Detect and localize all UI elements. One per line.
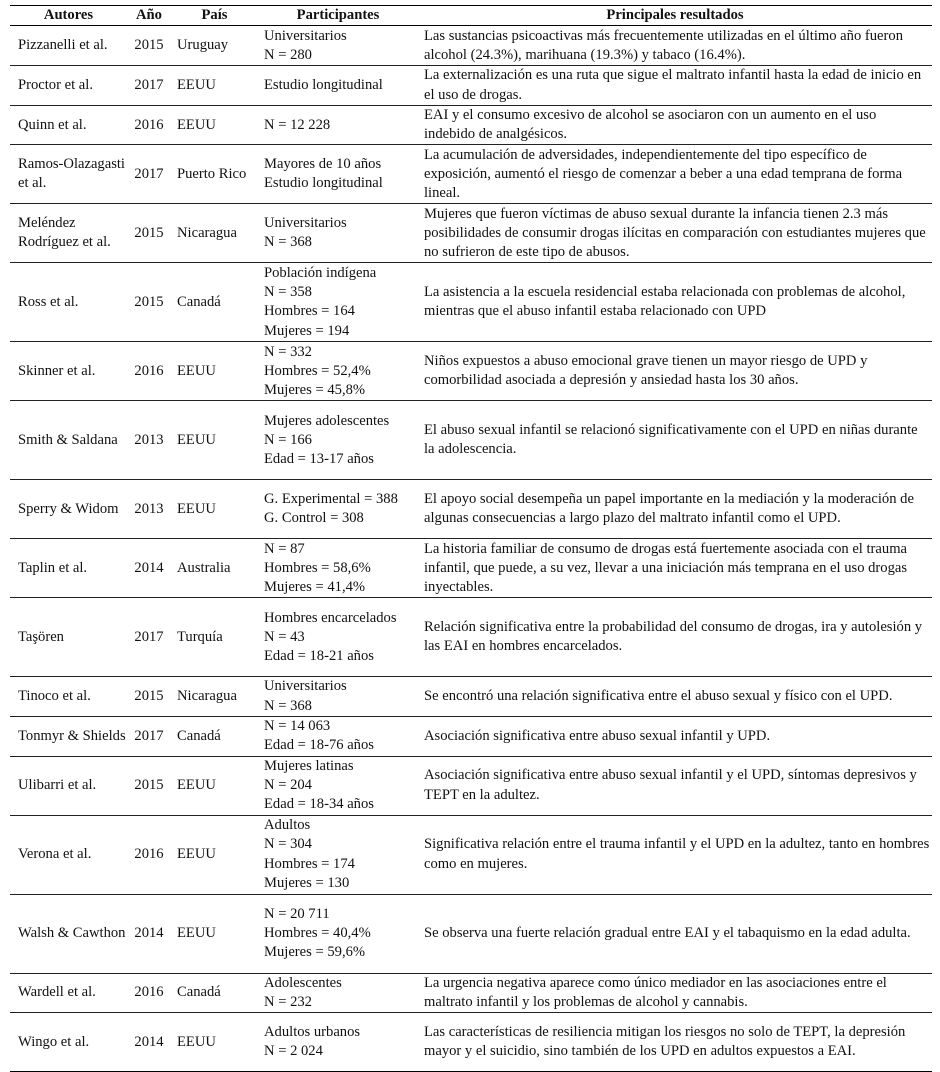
- cell-pais: EEUU: [171, 815, 258, 894]
- cell-autores: Quinn et al.: [10, 105, 127, 145]
- cell-autores: Meléndez Rodríguez et al.: [10, 204, 127, 263]
- table-row: [10, 677, 932, 717]
- table-row: [10, 204, 932, 263]
- cell-participantes: [258, 1013, 418, 1072]
- participant-line: N = 87: [264, 540, 305, 557]
- participant-line: Mujeres = 194: [264, 322, 350, 339]
- participant-line: Adultos: [264, 817, 311, 834]
- cell-resultados: Asociación significativa entre abuso sexual infantil y el UPD, síntomas depresivos y TEPT en la adultez.: [418, 756, 932, 815]
- participant-line: N = 20 711: [264, 905, 330, 922]
- header-autores: Autores: [10, 6, 127, 26]
- participant-line: Mujeres = 59,6%: [264, 944, 366, 961]
- participant-line: Hombres = 58,6%: [264, 559, 371, 576]
- participant-line: Mujeres = 130: [264, 874, 350, 891]
- cell-pais: Turquía: [171, 598, 258, 677]
- cell-anio: 2017: [127, 717, 171, 757]
- cell-participantes: [258, 26, 418, 66]
- participant-line: N = 2 024: [264, 1043, 323, 1060]
- participant-line: Edad = 18-21 años: [264, 648, 374, 665]
- table-row: [10, 26, 932, 66]
- cell-anio: 2015: [127, 26, 171, 66]
- participant-line: Universitarios: [264, 215, 347, 232]
- header-anio: Año: [127, 6, 171, 26]
- participant-line: Edad = 18-76 años: [264, 737, 374, 754]
- participant-line: N = 204: [264, 777, 312, 794]
- cell-participantes: [258, 815, 418, 894]
- cell-participantes: [258, 342, 418, 401]
- participant-line: Adultos urbanos: [264, 1023, 361, 1040]
- cell-anio: 2016: [127, 105, 171, 145]
- cell-autores: Proctor et al.: [10, 66, 127, 106]
- participant-line: N = 43: [264, 628, 305, 645]
- cell-resultados: El abuso sexual infantil se relacionó significativamente con el UPD en niñas durante la adolescencia.: [418, 401, 932, 480]
- table-row: [10, 263, 932, 342]
- table-row: [10, 66, 932, 106]
- table-row: [10, 756, 932, 815]
- participant-line: Hombres = 40,4%: [264, 925, 371, 942]
- participant-line: Universitarios: [264, 27, 347, 44]
- cell-anio: 2017: [127, 598, 171, 677]
- cell-participantes: [258, 263, 418, 342]
- cell-autores: Wingo et al.: [10, 1013, 127, 1072]
- cell-participantes: [258, 756, 418, 815]
- header-participantes: Participantes: [258, 6, 418, 26]
- cell-participantes: [258, 717, 418, 757]
- cell-resultados: La urgencia negativa aparece como único mediador en las asociaciones entre el maltrato infantil y los problemas de alcohol y cannabis.: [418, 973, 932, 1013]
- cell-pais: Puerto Rico: [171, 145, 258, 204]
- cell-pais: EEUU: [171, 1013, 258, 1072]
- participant-line: G. Control = 308: [264, 510, 364, 527]
- cell-anio: 2015: [127, 263, 171, 342]
- participant-line: Mujeres = 41,4%: [264, 579, 366, 596]
- participant-line: Hombres = 164: [264, 303, 355, 320]
- cell-anio: 2017: [127, 145, 171, 204]
- cell-participantes: [258, 973, 418, 1013]
- cell-pais: EEUU: [171, 756, 258, 815]
- table-row: [10, 815, 932, 894]
- cell-pais: EEUU: [171, 66, 258, 106]
- cell-autores: Tinoco et al.: [10, 677, 127, 717]
- participant-line: Universitarios: [264, 678, 347, 695]
- participant-line: Mujeres = 45,8%: [264, 382, 366, 399]
- cell-pais: Canadá: [171, 717, 258, 757]
- cell-resultados: Asociación significativa entre abuso sexual infantil y UPD.: [418, 717, 932, 757]
- participant-line: Hombres = 52,4%: [264, 362, 371, 379]
- table-row: [10, 598, 932, 677]
- cell-anio: 2013: [127, 401, 171, 480]
- table-row: [10, 539, 932, 598]
- cell-autores: Verona et al.: [10, 815, 127, 894]
- participant-line: N = 12 228: [264, 116, 331, 133]
- cell-resultados: EAI y el consumo excesivo de alcohol se asociaron con un aumento en el uso indebido de analgésicos.: [418, 105, 932, 145]
- header-pais: País: [171, 6, 258, 26]
- cell-anio: 2015: [127, 756, 171, 815]
- cell-resultados: Las sustancias psicoactivas más frecuentemente utilizadas en el último año fueron alcohol (24.3%), marihuana (19.3%) y tabaco (16.4%).: [418, 26, 932, 66]
- studies-table: [10, 5, 932, 1072]
- participant-line: N = 280: [264, 46, 312, 63]
- participant-line: N = 232: [264, 993, 312, 1010]
- cell-autores: Taşören: [10, 598, 127, 677]
- cell-autores: Ramos-Olazagasti et al.: [10, 145, 127, 204]
- cell-anio: 2016: [127, 815, 171, 894]
- participant-line: N = 304: [264, 836, 312, 853]
- cell-participantes: [258, 401, 418, 480]
- cell-pais: Australia: [171, 539, 258, 598]
- header-resultados: Principales resultados: [418, 6, 932, 26]
- cell-autores: Smith & Saldana: [10, 401, 127, 480]
- cell-resultados: Se encontró una relación significativa entre el abuso sexual y físico con el UPD.: [418, 677, 932, 717]
- cell-resultados: Las características de resiliencia mitigan los riesgos no solo de TEPT, la depresión mayor y el suicidio, sino también de los UPD en adultos expuestos a EAI.: [418, 1013, 932, 1072]
- participant-line: Población indígena: [264, 264, 377, 281]
- cell-autores: Skinner et al.: [10, 342, 127, 401]
- cell-pais: Uruguay: [171, 26, 258, 66]
- table-row: [10, 480, 932, 539]
- participant-line: Adolescentes: [264, 974, 342, 991]
- cell-pais: Canadá: [171, 263, 258, 342]
- cell-participantes: [258, 480, 418, 539]
- cell-anio: 2016: [127, 973, 171, 1013]
- participant-line: Hombres = 174: [264, 855, 355, 872]
- cell-anio: 2015: [127, 204, 171, 263]
- participant-line: N = 368: [264, 697, 312, 714]
- cell-autores: Walsh & Cawthon: [10, 894, 127, 973]
- cell-anio: 2017: [127, 66, 171, 106]
- cell-resultados: El apoyo social desempeña un papel importante en la mediación y la moderación de algunas consecuencias a largo plazo del maltrato infantil como el UPD.: [418, 480, 932, 539]
- cell-resultados: Relación significativa entre la probabilidad del consumo de drogas, ira y autolesión y las EAI en hombres encarcelados.: [418, 598, 932, 677]
- cell-pais: EEUU: [171, 105, 258, 145]
- table-row: [10, 973, 932, 1013]
- table-row: [10, 717, 932, 757]
- cell-pais: EEUU: [171, 894, 258, 973]
- participant-line: Edad = 18-34 años: [264, 796, 374, 813]
- cell-resultados: Mujeres que fueron víctimas de abuso sexual durante la infancia tienen 2.3 más posibilidades de consumir drogas ilícitas en comparación con estudiantes mujeres que no sufrieron de este tipo de abusos.: [418, 204, 932, 263]
- cell-pais: EEUU: [171, 342, 258, 401]
- participant-line: N = 332: [264, 343, 312, 360]
- cell-anio: 2016: [127, 342, 171, 401]
- cell-resultados: La externalización es una ruta que sigue el maltrato infantil hasta la edad de inicio en el uso de drogas.: [418, 66, 932, 106]
- cell-participantes: [258, 66, 418, 106]
- cell-autores: Ross et al.: [10, 263, 127, 342]
- cell-autores: Tonmyr & Shields: [10, 717, 127, 757]
- cell-resultados: Significativa relación entre el trauma infantil y el UPD en la adultez, tanto en hombres como en mujeres.: [418, 815, 932, 894]
- cell-pais: Canadá: [171, 973, 258, 1013]
- cell-participantes: [258, 204, 418, 263]
- cell-participantes: [258, 145, 418, 204]
- participant-line: Mayores de 10 años: [264, 156, 382, 173]
- cell-autores: Taplin et al.: [10, 539, 127, 598]
- cell-anio: 2015: [127, 677, 171, 717]
- participant-line: N = 14 063: [264, 718, 331, 735]
- cell-pais: Nicaragua: [171, 204, 258, 263]
- participant-line: Edad = 13-17 años: [264, 451, 374, 468]
- cell-autores: Ulibarri et al.: [10, 756, 127, 815]
- table-header-row: [10, 6, 932, 26]
- table-row: [10, 342, 932, 401]
- participant-line: Estudio longitudinal: [264, 76, 383, 93]
- table-row: [10, 401, 932, 480]
- cell-pais: EEUU: [171, 401, 258, 480]
- cell-autores: Pizzanelli et al.: [10, 26, 127, 66]
- table-row: [10, 105, 932, 145]
- participant-line: N = 368: [264, 234, 312, 251]
- cell-resultados: La asistencia a la escuela residencial estaba relacionada con problemas de alcohol, mientras que el abuso infantil estaba relacionado con UPD: [418, 263, 932, 342]
- cell-participantes: [258, 105, 418, 145]
- participant-line: N = 358: [264, 284, 312, 301]
- participant-line: Estudio longitudinal: [264, 175, 383, 192]
- cell-resultados: La acumulación de adversidades, independientemente del tipo específico de exposición, aumentó el riesgo de comenzar a beber a una edad temprana de forma lineal.: [418, 145, 932, 204]
- participant-line: Mujeres latinas: [264, 757, 354, 774]
- table-row: [10, 1013, 932, 1072]
- table-row: [10, 894, 932, 973]
- participant-line: Hombres encarcelados: [264, 609, 397, 626]
- participant-line: N = 166: [264, 431, 312, 448]
- cell-resultados: La historia familiar de consumo de drogas está fuertemente asociada con el trauma infantil, que puede, a su vez, llevar a una iniciación más temprana en el uso drogas inyectables.: [418, 539, 932, 598]
- participant-line: G. Experimental = 388: [264, 491, 398, 508]
- cell-participantes: [258, 894, 418, 973]
- table-row: [10, 145, 932, 204]
- cell-autores: Wardell et al.: [10, 973, 127, 1013]
- cell-anio: 2013: [127, 480, 171, 539]
- cell-anio: 2014: [127, 539, 171, 598]
- cell-participantes: [258, 598, 418, 677]
- cell-participantes: [258, 539, 418, 598]
- cell-anio: 2014: [127, 1013, 171, 1072]
- cell-pais: EEUU: [171, 480, 258, 539]
- cell-autores: Sperry & Widom: [10, 480, 127, 539]
- cell-resultados: Se observa una fuerte relación gradual entre EAI y el tabaquismo en la edad adulta.: [418, 894, 932, 973]
- cell-participantes: [258, 677, 418, 717]
- participant-line: Mujeres adolescentes: [264, 412, 390, 429]
- cell-pais: Nicaragua: [171, 677, 258, 717]
- cell-anio: 2014: [127, 894, 171, 973]
- cell-resultados: Niños expuestos a abuso emocional grave tienen un mayor riesgo de UPD y comorbilidad asociada a depresión y ansiedad hasta los 30 años.: [418, 342, 932, 401]
- table-body: [10, 26, 932, 1072]
